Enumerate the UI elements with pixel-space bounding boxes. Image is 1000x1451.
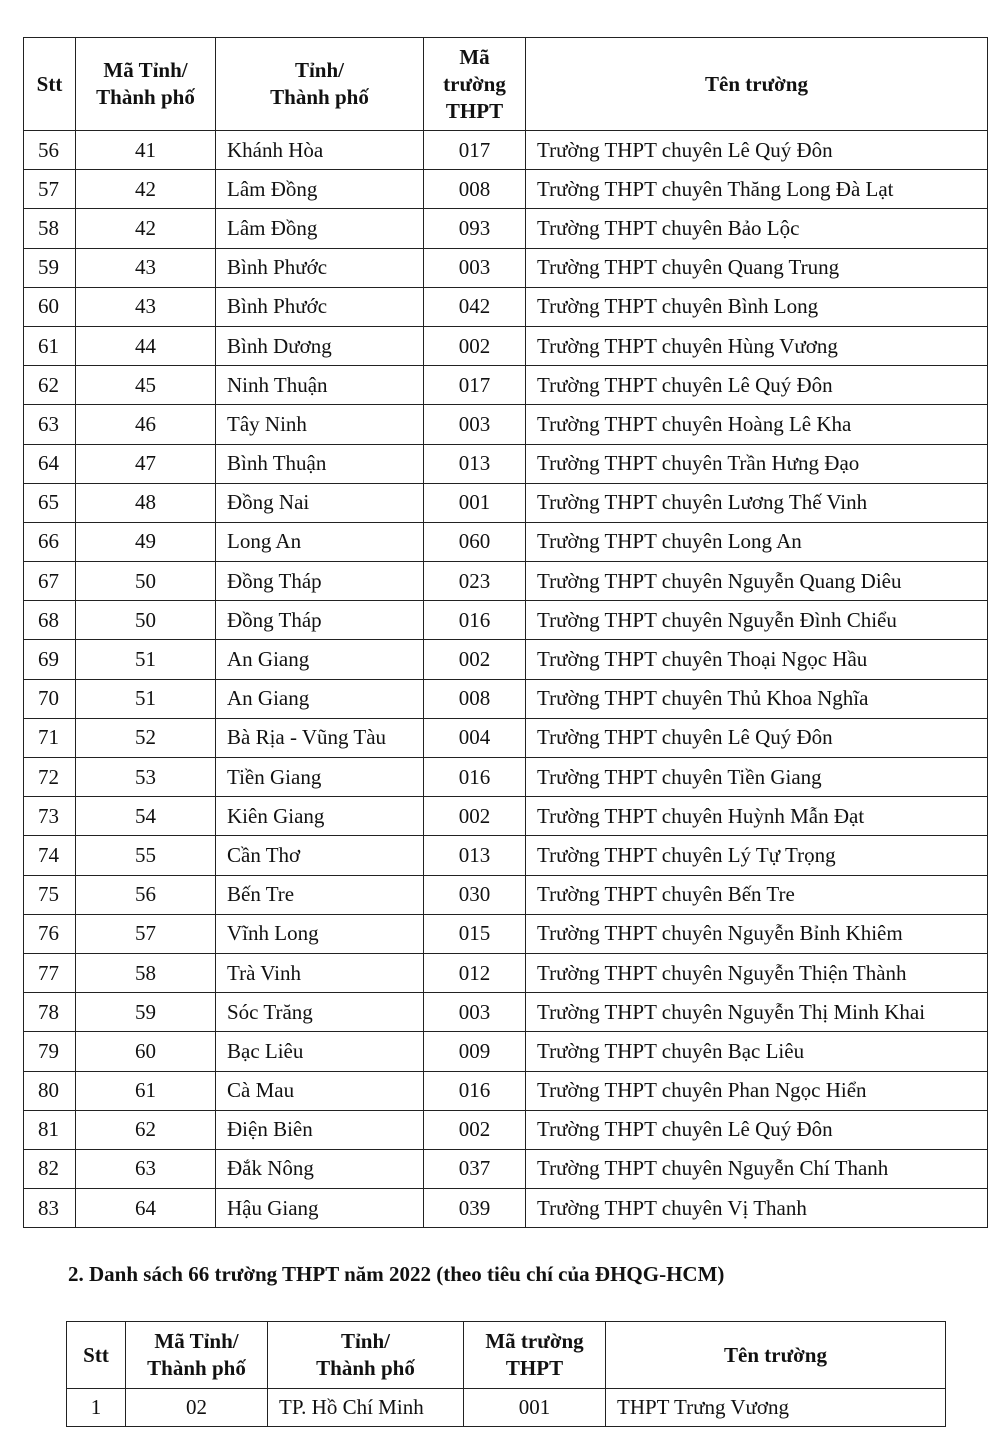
cell-province-code: 53: [76, 758, 216, 797]
cell-province-code: 42: [76, 209, 216, 248]
header-province-code: Mã Tỉnh/ Thành phố: [126, 1322, 268, 1389]
cell-stt: 75: [24, 875, 76, 914]
table-row: [24, 718, 988, 757]
cell-school-name: Trường THPT chuyên Lê Quý Đôn: [526, 131, 988, 170]
cell-stt: 69: [24, 640, 76, 679]
cell-school-name: Trường THPT chuyên Lý Tự Trọng: [526, 836, 988, 875]
cell-province: Bình Phước: [216, 287, 424, 326]
table-header-row: [24, 38, 988, 131]
cell-school-name: Trường THPT chuyên Long An: [526, 522, 988, 561]
cell-stt: 65: [24, 483, 76, 522]
cell-stt: 59: [24, 248, 76, 287]
table-row: [24, 953, 988, 992]
cell-school-code: 016: [424, 1071, 526, 1110]
table-row: [24, 248, 988, 287]
cell-school-code: 039: [424, 1189, 526, 1228]
header-school-name: Tên trường: [526, 38, 988, 131]
cell-stt: 66: [24, 522, 76, 561]
cell-school-name: Trường THPT chuyên Lê Quý Đôn: [526, 718, 988, 757]
cell-province: Vĩnh Long: [216, 914, 424, 953]
table-row: [24, 1149, 988, 1188]
cell-school-code: 037: [424, 1149, 526, 1188]
header-school-name: Tên trường: [606, 1322, 946, 1389]
cell-stt: 67: [24, 562, 76, 601]
cell-province-code: 50: [76, 601, 216, 640]
cell-province-code: 61: [76, 1071, 216, 1110]
cell-school-code: 002: [424, 640, 526, 679]
table-row: [24, 170, 988, 209]
table-row: [24, 836, 988, 875]
cell-province: Bình Thuận: [216, 444, 424, 483]
cell-school-name: Trường THPT chuyên Huỳnh Mẫn Đạt: [526, 797, 988, 836]
cell-province-code: 54: [76, 797, 216, 836]
cell-province-code: 59: [76, 993, 216, 1032]
cell-province-code: 55: [76, 836, 216, 875]
cell-school-name: Trường THPT chuyên Thủ Khoa Nghĩa: [526, 679, 988, 718]
cell-province: Hậu Giang: [216, 1189, 424, 1228]
header-school-code: Mã trường THPT: [464, 1322, 606, 1389]
table-row: [24, 287, 988, 326]
cell-stt: 64: [24, 444, 76, 483]
cell-province: Đồng Tháp: [216, 562, 424, 601]
cell-school-code: 013: [424, 836, 526, 875]
cell-stt: 82: [24, 1149, 76, 1188]
table-row: [24, 366, 988, 405]
cell-school-code: 008: [424, 170, 526, 209]
cell-province: Sóc Trăng: [216, 993, 424, 1032]
table-row: [24, 483, 988, 522]
school-table-1: [23, 37, 988, 1228]
table-row: [24, 640, 988, 679]
cell-province: Lâm Đồng: [216, 209, 424, 248]
cell-stt: 76: [24, 914, 76, 953]
table-row: [67, 1389, 946, 1427]
cell-school-name: Trường THPT chuyên Nguyễn Thị Minh Khai: [526, 993, 988, 1032]
cell-school-code: 017: [424, 366, 526, 405]
cell-school-code: 003: [424, 405, 526, 444]
cell-province-code: 42: [76, 170, 216, 209]
cell-province-code: 48: [76, 483, 216, 522]
cell-province-code: 62: [76, 1110, 216, 1149]
cell-stt: 81: [24, 1110, 76, 1149]
table-header-row: [67, 1322, 946, 1389]
cell-school-code: 030: [424, 875, 526, 914]
cell-province: Bạc Liêu: [216, 1032, 424, 1071]
cell-school-code: 016: [424, 758, 526, 797]
cell-school-name: Trường THPT chuyên Lê Quý Đôn: [526, 1110, 988, 1149]
header-province-code: Mã Tỉnh/ Thành phố: [76, 38, 216, 131]
cell-school-name: Trường THPT chuyên Nguyễn Thiện Thành: [526, 953, 988, 992]
cell-province-code: 49: [76, 522, 216, 561]
cell-stt: 61: [24, 326, 76, 365]
cell-school-code: 016: [424, 601, 526, 640]
cell-stt: 71: [24, 718, 76, 757]
cell-stt: 74: [24, 836, 76, 875]
cell-province: Kiên Giang: [216, 797, 424, 836]
cell-province: Điện Biên: [216, 1110, 424, 1149]
cell-province-code: 41: [76, 131, 216, 170]
cell-province: Cà Mau: [216, 1071, 424, 1110]
table-row: [24, 601, 988, 640]
cell-province-code: 43: [76, 248, 216, 287]
table-row: [24, 1071, 988, 1110]
cell-province: Trà Vinh: [216, 953, 424, 992]
cell-school-name: Trường THPT chuyên Tiền Giang: [526, 758, 988, 797]
cell-province: Long An: [216, 522, 424, 561]
cell-province: Khánh Hòa: [216, 131, 424, 170]
cell-school-name: THPT Trưng Vương: [606, 1389, 946, 1427]
cell-school-code: 042: [424, 287, 526, 326]
cell-stt: 77: [24, 953, 76, 992]
cell-stt: 83: [24, 1189, 76, 1228]
cell-province-code: 60: [76, 1032, 216, 1071]
header-province: Tỉnh/ Thành phố: [268, 1322, 464, 1389]
cell-stt: 80: [24, 1071, 76, 1110]
cell-stt: 60: [24, 287, 76, 326]
cell-school-name: Trường THPT chuyên Hùng Vương: [526, 326, 988, 365]
cell-province: Bà Rịa - Vũng Tàu: [216, 718, 424, 757]
cell-province-code: 44: [76, 326, 216, 365]
table-row: [24, 797, 988, 836]
cell-province: TP. Hồ Chí Minh: [268, 1389, 464, 1427]
cell-stt: 58: [24, 209, 76, 248]
cell-province: Bình Phước: [216, 248, 424, 287]
table-row: [24, 993, 988, 1032]
cell-stt: 78: [24, 993, 76, 1032]
cell-stt: 63: [24, 405, 76, 444]
cell-province: Ninh Thuận: [216, 366, 424, 405]
cell-stt: 72: [24, 758, 76, 797]
table-row: [24, 1110, 988, 1149]
cell-stt: 73: [24, 797, 76, 836]
cell-province-code: 52: [76, 718, 216, 757]
cell-stt: 1: [67, 1389, 126, 1427]
cell-province-code: 51: [76, 679, 216, 718]
cell-province-code: 02: [126, 1389, 268, 1427]
table-row: [24, 758, 988, 797]
header-province: Tỉnh/ Thành phố: [216, 38, 424, 131]
cell-school-code: 009: [424, 1032, 526, 1071]
cell-school-name: Trường THPT chuyên Bến Tre: [526, 875, 988, 914]
cell-stt: 79: [24, 1032, 76, 1071]
cell-province-code: 46: [76, 405, 216, 444]
cell-province-code: 43: [76, 287, 216, 326]
cell-school-code: 003: [424, 993, 526, 1032]
cell-province-code: 58: [76, 953, 216, 992]
table-row: [24, 1189, 988, 1228]
cell-province-code: 64: [76, 1189, 216, 1228]
cell-province-code: 56: [76, 875, 216, 914]
cell-school-code: 013: [424, 444, 526, 483]
cell-school-name: Trường THPT chuyên Lê Quý Đôn: [526, 366, 988, 405]
cell-school-name: Trường THPT chuyên Quang Trung: [526, 248, 988, 287]
cell-province: Bến Tre: [216, 875, 424, 914]
cell-school-name: Trường THPT chuyên Nguyễn Quang Diêu: [526, 562, 988, 601]
cell-province-code: 51: [76, 640, 216, 679]
cell-school-code: 008: [424, 679, 526, 718]
cell-stt: 56: [24, 131, 76, 170]
cell-stt: 57: [24, 170, 76, 209]
cell-school-name: Trường THPT chuyên Trần Hưng Đạo: [526, 444, 988, 483]
cell-province: Đồng Tháp: [216, 601, 424, 640]
header-stt: Stt: [67, 1322, 126, 1389]
table-row: [24, 1032, 988, 1071]
table-row: [24, 209, 988, 248]
cell-school-code: 001: [464, 1389, 606, 1427]
cell-school-code: 012: [424, 953, 526, 992]
cell-province: Tây Ninh: [216, 405, 424, 444]
cell-school-name: Trường THPT chuyên Hoàng Lê Kha: [526, 405, 988, 444]
cell-province: An Giang: [216, 640, 424, 679]
cell-school-name: Trường THPT chuyên Vị Thanh: [526, 1189, 988, 1228]
section-2-heading: 2. Danh sách 66 trường THPT năm 2022 (theo tiêu chí của ĐHQG-HCM): [68, 1262, 725, 1286]
cell-school-name: Trường THPT chuyên Thăng Long Đà Lạt: [526, 170, 988, 209]
cell-school-code: 003: [424, 248, 526, 287]
cell-school-code: 023: [424, 562, 526, 601]
cell-school-code: 017: [424, 131, 526, 170]
cell-stt: 68: [24, 601, 76, 640]
cell-school-code: 002: [424, 326, 526, 365]
cell-province-code: 45: [76, 366, 216, 405]
table-row: [24, 562, 988, 601]
cell-school-code: 002: [424, 797, 526, 836]
cell-school-code: 093: [424, 209, 526, 248]
table-row: [24, 914, 988, 953]
cell-province: Cần Thơ: [216, 836, 424, 875]
table-row: [24, 326, 988, 365]
cell-province: Đồng Nai: [216, 483, 424, 522]
header-school-code: Mã trường THPT: [424, 38, 526, 131]
cell-school-name: Trường THPT chuyên Nguyễn Chí Thanh: [526, 1149, 988, 1188]
table-row: [24, 522, 988, 561]
cell-province-code: 63: [76, 1149, 216, 1188]
table-row: [24, 131, 988, 170]
cell-school-name: Trường THPT chuyên Thoại Ngọc Hầu: [526, 640, 988, 679]
cell-school-name: Trường THPT chuyên Phan Ngọc Hiển: [526, 1071, 988, 1110]
cell-school-code: 001: [424, 483, 526, 522]
cell-province-code: 57: [76, 914, 216, 953]
cell-province-code: 50: [76, 562, 216, 601]
cell-school-name: Trường THPT chuyên Bạc Liêu: [526, 1032, 988, 1071]
cell-province: Bình Dương: [216, 326, 424, 365]
cell-school-name: Trường THPT chuyên Nguyễn Đình Chiểu: [526, 601, 988, 640]
cell-school-code: 015: [424, 914, 526, 953]
cell-stt: 70: [24, 679, 76, 718]
table-row: [24, 679, 988, 718]
cell-province-code: 47: [76, 444, 216, 483]
header-stt: Stt: [24, 38, 76, 131]
cell-school-code: 004: [424, 718, 526, 757]
cell-school-code: 002: [424, 1110, 526, 1149]
cell-stt: 62: [24, 366, 76, 405]
cell-province: Tiền Giang: [216, 758, 424, 797]
cell-province: Đắk Nông: [216, 1149, 424, 1188]
cell-province: An Giang: [216, 679, 424, 718]
cell-school-name: Trường THPT chuyên Bình Long: [526, 287, 988, 326]
table-row: [24, 444, 988, 483]
table-row: [24, 875, 988, 914]
cell-school-name: Trường THPT chuyên Bảo Lộc: [526, 209, 988, 248]
cell-school-code: 060: [424, 522, 526, 561]
cell-school-name: Trường THPT chuyên Nguyễn Bỉnh Khiêm: [526, 914, 988, 953]
school-table-2: [66, 1321, 946, 1427]
cell-province: Lâm Đồng: [216, 170, 424, 209]
cell-school-name: Trường THPT chuyên Lương Thế Vinh: [526, 483, 988, 522]
table-row: [24, 405, 988, 444]
